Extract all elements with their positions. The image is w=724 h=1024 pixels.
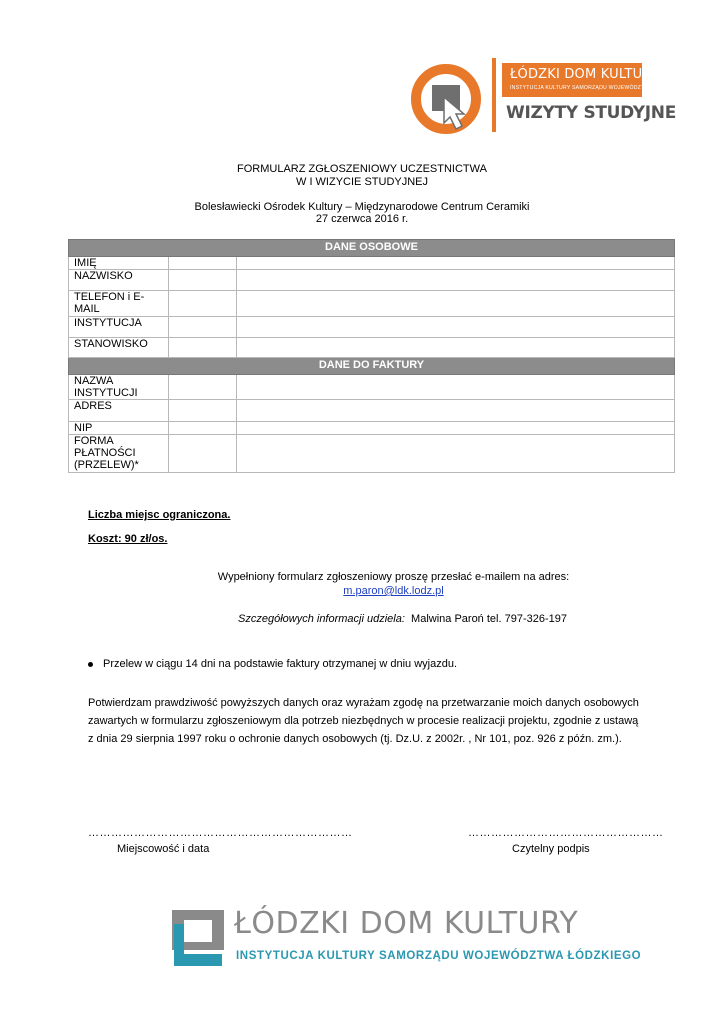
- contact-email-link[interactable]: m.paron@ldk.lodz.pl: [343, 585, 444, 597]
- cost-note: Koszt: 90 zł/os.: [88, 533, 168, 545]
- field-input-small[interactable]: [169, 435, 237, 473]
- send-instruction: Wypełniony formularz zgłoszeniowy proszę przesłać e-mailem na adres:: [217, 571, 570, 583]
- divider-bar: [492, 58, 496, 132]
- form-row: [69, 400, 675, 422]
- brand-box: [502, 63, 687, 97]
- field-input-small[interactable]: [169, 338, 237, 358]
- field-input[interactable]: [237, 375, 675, 400]
- field-input[interactable]: [237, 257, 675, 270]
- field-input[interactable]: [237, 422, 675, 435]
- form-row: [69, 270, 675, 291]
- field-label: STANOWISKO: [69, 338, 169, 358]
- form-row: [69, 422, 675, 435]
- limited-seats-note: Liczba miejsc ograniczona.: [88, 509, 231, 521]
- field-label: NIP: [69, 422, 169, 435]
- field-input[interactable]: [237, 291, 675, 317]
- ldk-mark-icon: [172, 910, 224, 968]
- field-input-small[interactable]: [169, 375, 237, 400]
- header-logo: [410, 58, 687, 140]
- form-row: [69, 317, 675, 338]
- section-header-personal: [69, 240, 675, 257]
- place-date-line[interactable]: ……………………………………………………………: [88, 827, 353, 839]
- form-row: [69, 338, 675, 358]
- payment-bullet: [88, 658, 457, 670]
- field-input-small[interactable]: [169, 317, 237, 338]
- brand-title: ŁÓDZKI DOM KULTURY: [510, 67, 659, 82]
- field-input[interactable]: [237, 400, 675, 422]
- field-label: NAZWA INSTYTUCJI: [69, 375, 169, 400]
- signature-label: Czytelny podpis: [512, 843, 590, 855]
- field-input[interactable]: [237, 317, 675, 338]
- field-input-small[interactable]: [169, 422, 237, 435]
- ldk-cursor-logo-icon: [410, 63, 482, 135]
- footer-logo: [172, 906, 642, 970]
- consent-paragraph: [88, 694, 639, 748]
- event-date: 27 czerwca 2016 r.: [315, 213, 409, 225]
- footer-title: ŁÓDZKI DOM KULTURY: [234, 906, 579, 941]
- footer-subtitle: INSTYTUCJA KULTURY SAMORZĄDU WOJEWÓDZTWA ŁÓDZKIEGO: [236, 950, 642, 962]
- bullet-icon: [88, 662, 93, 667]
- section-header-invoice: [69, 358, 675, 375]
- section-title: DANE OSOBOWE: [69, 240, 675, 257]
- section-title: DANE DO FAKTURY: [69, 358, 675, 375]
- field-input[interactable]: [237, 270, 675, 291]
- form-row: [69, 257, 675, 270]
- field-label: FORMA PŁATNOŚCI (PRZELEW)*: [69, 435, 169, 473]
- consent-line: zawartych w formularzu zgłoszeniowym dla potrzeb niezbędnych w procesie realizacji projektu, zgodnie z ustawą: [88, 715, 639, 727]
- venue: Bolesławiecki Ośrodek Kultury – Międzynarodowe Centrum Ceramiki: [194, 201, 530, 213]
- form-row: [69, 291, 675, 317]
- signature-line[interactable]: ……………………………………………: [468, 827, 664, 839]
- place-date-label: Miejscowość i data: [117, 843, 210, 855]
- consent-line: Potwierdzam prawdziwość powyższych danych oraz wyrażam zgodę na przetwarzanie moich danych osobowych: [88, 697, 639, 709]
- field-label: INSTYTUCJA: [69, 317, 169, 338]
- field-label: TELEFON i E-MAIL: [69, 291, 169, 317]
- info-person: Malwina Paroń tel. 797-326-197: [411, 613, 567, 625]
- form-row: [69, 375, 675, 400]
- field-input-small[interactable]: [169, 291, 237, 317]
- form-title-line2: W I WIZYCIE STUDYJNEJ: [296, 176, 428, 188]
- field-input-small[interactable]: [169, 270, 237, 291]
- field-label: IMIĘ: [69, 257, 169, 270]
- info-label: Szczegółowych informacji udziela:: [238, 613, 405, 625]
- brand-subtitle: INSTYTUCJA KULTURY SAMORZĄDU WOJEWÓDZTWA ŁÓDZKIEGO: [510, 85, 687, 91]
- field-input[interactable]: [237, 435, 675, 473]
- field-input-small[interactable]: [169, 400, 237, 422]
- form-row: [69, 435, 675, 473]
- field-label: ADRES: [69, 400, 169, 422]
- registration-form-table: [68, 239, 675, 473]
- bullet-text: Przelew w ciągu 14 dni na podstawie faktury otrzymanej w dniu wyjazdu.: [103, 658, 458, 670]
- program-title: WIZYTY STUDYJNE: [506, 103, 677, 123]
- form-title-line1: FORMULARZ ZGŁOSZENIOWY UCZESTNICTWA: [237, 163, 487, 175]
- info-line: [238, 611, 567, 627]
- consent-line: z dnia 29 sierpnia 1997 roku o ochronie danych osobowych (tj. Dz.U. z 2002r. , Nr 101, poz. 926 z późn. zm.).: [88, 733, 622, 745]
- field-label: NAZWISKO: [69, 270, 169, 291]
- field-input[interactable]: [237, 338, 675, 358]
- field-input-small[interactable]: [169, 257, 237, 270]
